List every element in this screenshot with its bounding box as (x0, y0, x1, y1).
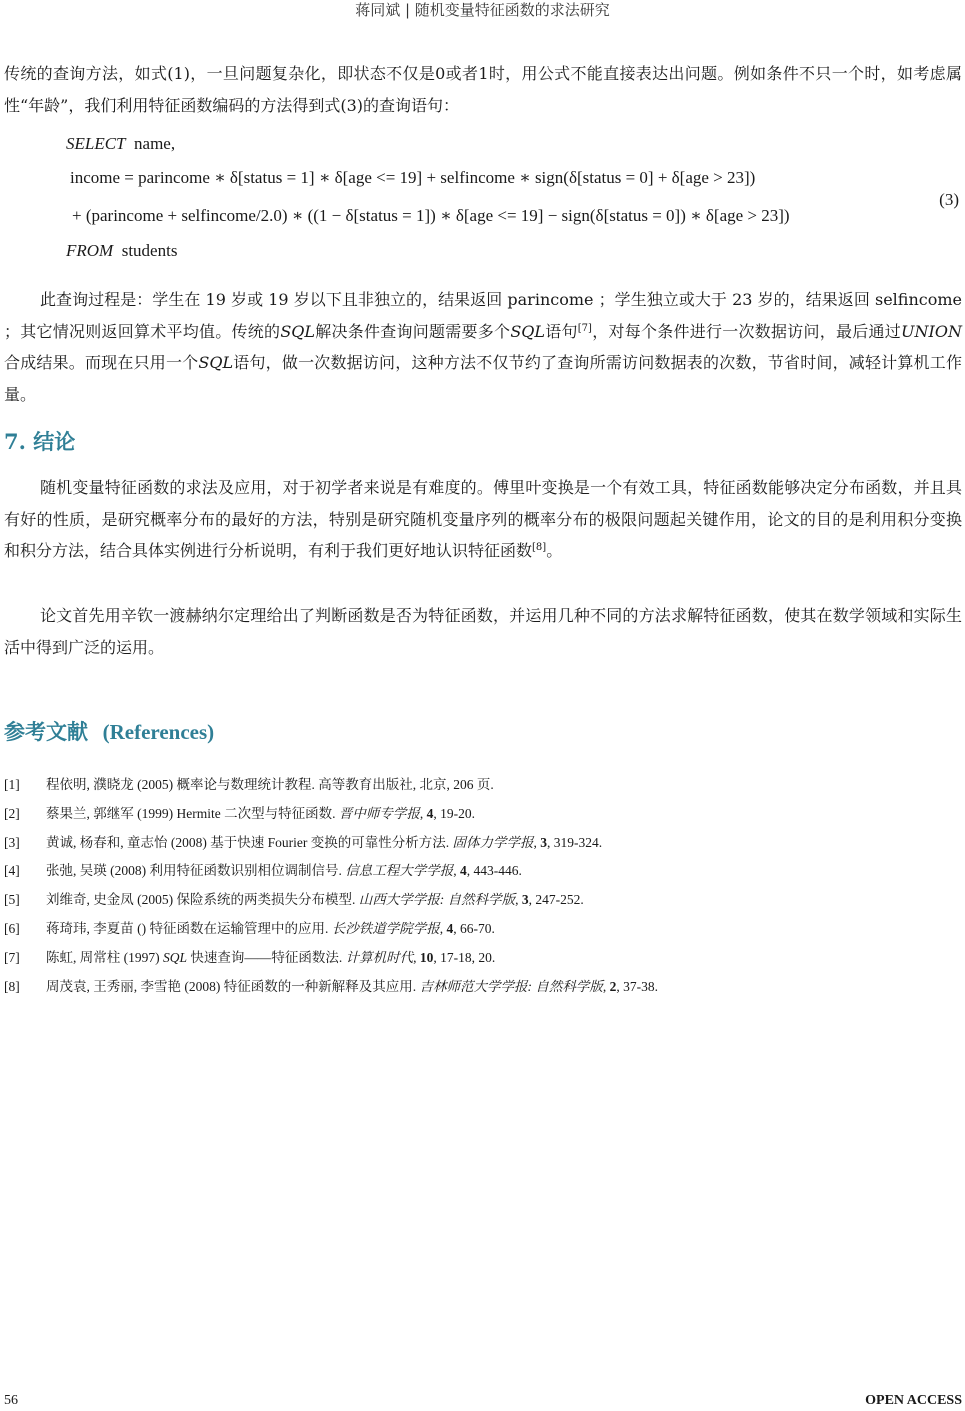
reference-tag: [7] (4, 949, 20, 965)
reference-body: 张弛, 吴瑛 (2008) 利用特征函数识别相位调制信号. 信息工程大学学报, 4, 443-446. (46, 863, 522, 879)
explain-text-1: 此查询过程是：学生在 19 岁或 19 岁以下且非独立的，结果返回 parincome ；学生独立或大于 23 岁的，结果返回 selfincome ；其它情况则返回算术平均值。传统的 (4, 290, 962, 341)
reference-journal: 固体力学学报 (452, 834, 534, 850)
explain-text-4: ，对每个条件进行一次数据访问，最后通过 (591, 321, 902, 341)
reference-pages: , 443-446. (466, 863, 522, 879)
conclusion-heading: 7. 结论 (4, 429, 76, 454)
conclusion-text-1: 随机变量特征函数的求法及应用，对于初学者来说是有难度的。傅里叶变换是一个有效工具，特征函数能够决定分布函数，并且具有好的性质，是研究概率分布的最好的方法，特别是研究随机变量序列的概率分布的极限问题起关键作用，论文的目的是利用积分变换和积分方法，结合具体实例进行分析说明，有利于我们更好地认识特征函数 (4, 478, 962, 560)
running-header: 蒋同斌 | 随机变量特征函数的求法研究 (355, 1, 610, 19)
equation-from-line (66, 241, 177, 261)
reference-item (4, 774, 962, 803)
reference-body: 陈虹, 周常柱 (1997) SQL 快速查询——特征函数法. 计算机时代, 10, 17-18, 20. (46, 949, 496, 965)
reference-journal: 长沙铁道学院学报 (331, 920, 440, 936)
from-keyword: FROM (66, 241, 114, 260)
reference-item (4, 803, 962, 832)
reference-volume: 3 (540, 834, 547, 850)
reference-tag: [2] (4, 805, 20, 821)
reference-body: 周茂袁, 王秀丽, 李雪艳 (2008) 特征函数的一种新解释及其应用. 吉林师范大学学报: 自然科学版, 2, 37-38. (46, 978, 658, 994)
reference-pages: , 19-20. (433, 805, 475, 821)
citation: [7] (577, 322, 592, 334)
reference-item (4, 947, 962, 976)
reference-item (4, 889, 962, 918)
reference-tag: [8] (4, 978, 20, 994)
reference-item (4, 976, 962, 1005)
conclusion-text-end: 。 (546, 541, 563, 560)
reference-list (4, 774, 962, 1004)
reference-tag: [4] (4, 863, 20, 879)
conclusion-paragraph-1 (4, 472, 962, 567)
reference-body (46, 774, 494, 796)
reference-tag: [3] (4, 834, 20, 850)
reference-item (4, 860, 962, 889)
reference-journal: 吉林师范大学学报: 自然科学版 (419, 978, 603, 994)
reference-journal: 信息工程大学学报 (345, 863, 454, 879)
explain-paragraph (4, 284, 962, 410)
reference-volume: 3 (521, 892, 529, 908)
explain-text-2: 解决条件查询问题需要多个 (315, 321, 511, 341)
reference-volume: 10 (419, 949, 434, 965)
reference-journal: SQL (163, 949, 188, 965)
reference-journal: 山西大学学报: 自然科学版 (358, 892, 516, 908)
reference-text: 快速查询——特征函数法. (187, 949, 346, 965)
reference-pages: , 247-252. (528, 892, 584, 908)
references-heading (4, 716, 214, 746)
reference-text: 陈虹, 周常柱 (1997) (46, 949, 163, 965)
select-keyword: SELECT (66, 134, 126, 153)
reference-body: 黄诚, 杨春和, 童志怡 (2008) 基于快速 Fourier 变换的可靠性分析方法. 固体力学学报, 3, 319-324. (46, 834, 603, 850)
reference-pages: , 37-38. (616, 978, 658, 994)
sql-term: SQL (510, 321, 546, 341)
equation-number: (3) (939, 190, 959, 209)
equation-line-2: + (parincome + selfincome/2.0) ∗ ((1 − δ[status = 1]) ∗ δ[age <= 19] − sign(δ[status = 0]) ∗ δ[age > 23]) (72, 206, 790, 225)
reference-text: 刘维奇, 史金凤 (2005) 保险系统的两类损失分布模型. (46, 892, 359, 908)
reference-body: 刘维奇, 史金凤 (2005) 保险系统的两类损失分布模型. 山西大学学报: 自然科学版, 3, 247-252. (46, 892, 584, 908)
select-field: name, (134, 134, 176, 153)
sql-term: SQL (280, 321, 316, 341)
reference-volume: 4 (460, 863, 467, 879)
sql-term: SQL (198, 353, 234, 372)
reference-text: 张弛, 吴瑛 (2008) 利用特征函数识别相位调制信号. (46, 863, 346, 879)
reference-volume: 2 (609, 978, 617, 994)
reference-pages: , 17-18, 20. (433, 949, 496, 965)
reference-pages: , 319-324. (546, 834, 603, 850)
equation-line-1: income = parincome ∗ δ[status = 1] ∗ δ[age <= 19] + selfincome ∗ sign(δ[status = 0] + δ[age > 23]) (70, 168, 756, 187)
reference-text: 蒋琦玮, 李夏苗 () 特征函数在运输管理中的应用. (46, 920, 332, 936)
equation-select-line (66, 134, 175, 154)
references-heading-cn: 参考文献 (4, 719, 88, 744)
reference-journal: 晋中师专学报 (338, 805, 420, 821)
reference-item (4, 832, 962, 861)
citation: [8] (532, 542, 547, 553)
reference-tag: [5] (4, 892, 20, 908)
open-access-label: OPEN ACCESS (865, 1393, 962, 1408)
reference-pages: , 66-70. (453, 920, 495, 936)
reference-item (4, 918, 962, 947)
page-number: 56 (4, 1393, 18, 1408)
reference-body: 蒋琦玮, 李夏苗 () 特征函数在运输管理中的应用. 长沙铁道学院学报, 4, 66-70. (46, 920, 495, 936)
reference-text: 程依明, 濮晓龙 (2005) 概率论与数理统计教程. 高等教育出版社, 北京, 206 页. (46, 777, 494, 792)
explain-text-6: 语句，做一次数据访问，这种方法不仅节约了查询所需访问数据表的次数，节省时间，减轻计算机工作量。 (4, 353, 962, 404)
explain-text-5: 合成结果。而现在只用一个 (4, 353, 199, 372)
reference-body: 蔡果兰, 郭继军 (1999) Hermite 二次型与特征函数. 晋中师专学报, 4, 19-20. (46, 805, 475, 821)
reference-volume: 4 (446, 920, 454, 936)
references-heading-en: (References) (102, 720, 215, 744)
intro-paragraph: 传统的查询方法，如式(1)，一旦问题复杂化，即状态不仅是0或者1时，用公式不能直接表达出问题。例如条件不只一个时，如考虑属性“年龄”，我们利用特征函数编码的方法得到式(3)的查询语句： (4, 64, 962, 115)
reference-volume: 4 (426, 805, 434, 821)
reference-text: 黄诚, 杨春和, 童志怡 (2008) 基于快速 Fourier 变换的可靠性分析方法. (46, 834, 453, 850)
reference-journal: 计算机时代 (345, 949, 414, 965)
conclusion-paragraph-2: 论文首先用辛钦一渡赫纳尔定理给出了判断函数是否为特征函数，并运用几种不同的方法求解特征函数，使其在数学领域和实际生活中得到广泛的运用。 (4, 606, 962, 657)
union-term: UNION (901, 321, 962, 341)
reference-tag: [1] (4, 777, 20, 792)
reference-tag: [6] (4, 920, 20, 936)
reference-text: 蔡果兰, 郭继军 (1999) Hermite 二次型与特征函数. (46, 805, 339, 821)
explain-text-3: 语句 (545, 321, 578, 341)
from-table: students (121, 241, 178, 260)
reference-text: 周茂袁, 王秀丽, 李雪艳 (2008) 特征函数的一种新解释及其应用. (46, 978, 420, 994)
